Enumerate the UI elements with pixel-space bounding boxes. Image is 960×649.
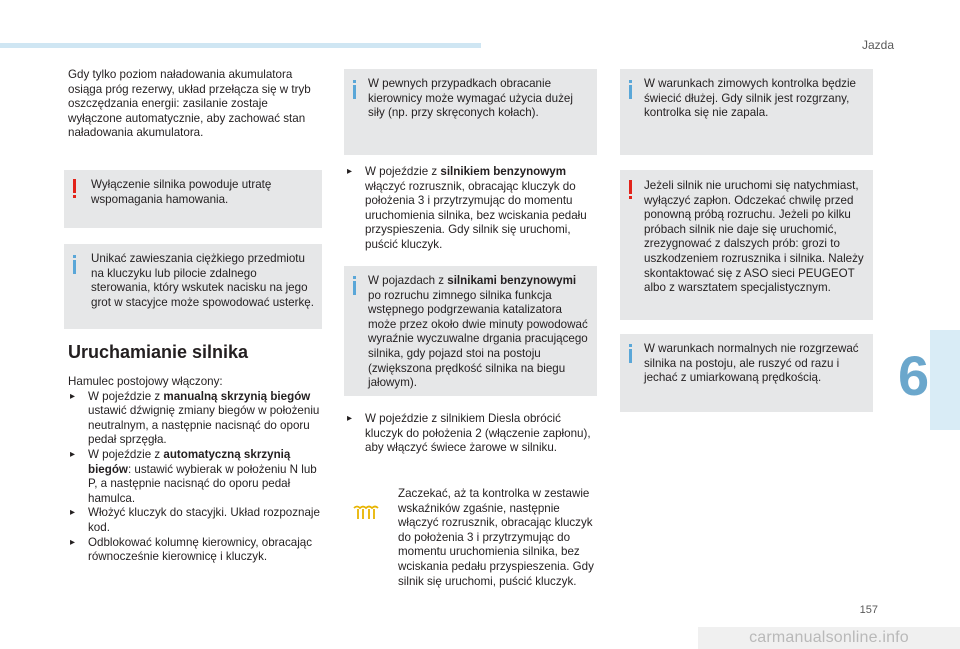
info-box-winter [620, 69, 873, 155]
petrol-step [345, 165, 597, 253]
lead-text: Hamulec postojowy włączony: [68, 375, 223, 388]
bullet-icon: ▸ [347, 166, 353, 177]
info-box-catalyst [344, 266, 597, 396]
info-text: W pojazdach z silnikami benzynowymi po rozruchu zimnego silnika funkcja wstępnego podgrzewania katalizatora może przez około dwie minuty powodować wyraźnie wyczuwalne drgania pracującego silnika, gdy pojazd stoi na postoju (zwiększona prędkość silnika na biegu jałowym). [368, 274, 588, 390]
header-bar [0, 43, 481, 48]
list-item: ▸ W pojeździe z silnikiem Diesla obrócić kluczyk do położenia 2 (włączenie zapłonu), aby włączyć świece żarowe w silniku. [347, 412, 591, 455]
page-number: 157 [859, 604, 878, 616]
info-text: W pewnych przypadkach obracanie kierownicy może wymagać użycia dużej siły (np. przy skręconych kołach). [368, 77, 573, 120]
info-icon [73, 260, 76, 274]
info-icon [629, 349, 632, 363]
glow-text: Zaczekać, aż ta kontrolka w zestawie wskaźników zgaśnie, następnie włączyć rozrusznik, obracając kluczyk do położenia 3 i przytrzymując do momentu uruchomienia silnika, bez wciskania pedału przyspieszenia. Gdy silnik się uruchomi, puścić kluczyk. [398, 487, 594, 588]
warning-icon [73, 179, 76, 193]
warning-icon [629, 180, 632, 194]
warning-box-start [620, 170, 873, 320]
steps-list [68, 390, 324, 565]
info-box-steering [344, 69, 597, 155]
info-box-key [64, 244, 322, 329]
intro-paragraph: Gdy tylko poziom naładowania akumulatora osiąga próg rezerwy, układ przełącza się w tryb oszczędzania energii: zasilanie zostaje wyłączone automatycznie, aby zachować stan naładowania akumulatora. [68, 68, 311, 140]
bullet-icon: ▸ [70, 448, 76, 460]
list-item: ▸ W pojeździe z manualną skrzynią biegów ustawić dźwignię zmiany biegów w położeniu neutralnym, a następnie nacisnąć do oporu pedał sprzęgła. [70, 389, 320, 447]
bullet-icon: ▸ [70, 507, 76, 519]
info-icon [353, 85, 356, 99]
col1-steps [68, 375, 324, 565]
info-icon [353, 281, 356, 295]
bullet-icon: ▸ [70, 536, 76, 548]
chapter-tab [930, 330, 960, 430]
warning-box-braking [64, 170, 322, 228]
info-text: W warunkach zimowych kontrolka będzie świecić dłużej. Gdy silnik jest rozgrzany, kontrolka się nie zapala. [644, 77, 856, 120]
warning-text: Wyłączenie silnika powoduje utratę wspomagania hamowania. [91, 178, 272, 206]
section-heading: Uruchamianie silnika [68, 342, 249, 362]
list-item: ▸ W pojeździe z automatyczną skrzynią biegów: ustawić wybierak w położeniu N lub P, a następnie nacisnąć do oporu pedał hamulca. [70, 447, 317, 505]
bullet-icon: ▸ [70, 390, 76, 402]
info-icon [629, 85, 632, 99]
info-box-warmup [620, 334, 873, 412]
diesel-step [345, 412, 601, 456]
list-item: ▸ W pojeździe z silnikiem benzynowym włączyć rozrusznik, obracając kluczyk do położenia 3 i przytrzymując do momentu uruchomienia silnika, bez wciskania pedału przyspieszenia. Gdy silnik się uruchomi, puścić kluczyk. [347, 165, 587, 251]
list-item: ▸ Odblokować kolumnę kierownicy, obracając równocześnie kierownicę i kluczyk. [70, 535, 313, 564]
section-title: Jazda [861, 38, 894, 52]
bullet-icon: ▸ [347, 413, 353, 424]
info-text: Unikać zawieszania ciężkiego przedmiotu na kluczyku lub pilocie zdalnego sterowania, który wskutek nacisku na jego grot w stacyjce może spowodować usterkę. [91, 252, 314, 309]
list-item: ▸ Włożyć kluczyk do stacyjki. Układ rozpoznaje kod. [70, 506, 320, 534]
chapter-number: 6 [898, 344, 930, 407]
info-text: W warunkach normalnych nie rozgrzewać silnika na postoju, ale ruszyć od razu i jechać z umiarkowaną prędkością. [644, 342, 859, 385]
col1-intro [68, 68, 320, 141]
warning-text: Jeżeli silnik nie uruchomi się natychmiast, wyłączyć zapłon. Odczekać chwilę przed ponowną próbą rozruchu. Jeżeli po kilku próbach silnik nie daje się uruchomić, zrezygnować z dalszych prób: grozi to uszkodzeniem rozrusznika i silnika. Należy skontaktować się z ASO sieci PEUGEOT albo z warsztatem specjalistycznym. [644, 179, 864, 295]
watermark: carmanualsonline.info [698, 627, 960, 649]
glow-plug-icon [352, 502, 380, 522]
